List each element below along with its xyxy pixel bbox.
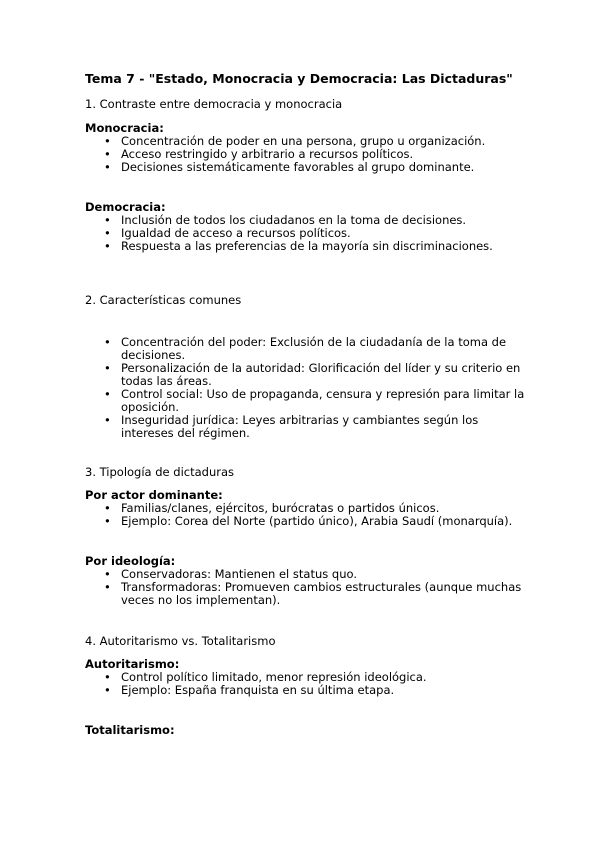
section-4-heading: 4. Autoritarismo vs. Totalitarismo bbox=[85, 634, 276, 648]
totalitarismo-heading: Totalitarismo: bbox=[85, 723, 175, 737]
caracteristicas-list bbox=[85, 336, 525, 440]
actor-dominante-heading: Por actor dominante: bbox=[85, 488, 223, 502]
section-1-heading: 1. Contraste entre democracia y monocracia bbox=[85, 97, 343, 111]
democracia-heading: Democracia: bbox=[85, 200, 166, 214]
list-item: • Control político limitado, menor represión ideológica. bbox=[121, 671, 525, 684]
list-item: • Inclusión de todos los ciudadanos en la toma de decisiones. bbox=[121, 214, 525, 227]
section-3-heading: 3. Tipología de dictaduras bbox=[85, 465, 235, 479]
list-item: • Decisiones sistemáticamente favorables al grupo dominante. bbox=[121, 161, 525, 174]
list-item: • Igualdad de acceso a recursos políticos. bbox=[121, 227, 525, 240]
document-page bbox=[85, 71, 525, 737]
section-2-heading: 2. Características comunes bbox=[85, 293, 242, 307]
list-item: • Familias/clanes, ejércitos, burócratas o partidos únicos. bbox=[121, 502, 525, 515]
list-item: • Personalización de la autoridad: Glorificación del líder y su criterio en todas las áreas. bbox=[121, 362, 525, 388]
monocracia-list bbox=[85, 135, 525, 174]
list-item: • Control social: Uso de propaganda, censura y represión para limitar la oposición. bbox=[121, 388, 525, 414]
democracia-list bbox=[85, 214, 525, 253]
list-item: • Respuesta a las preferencias de la mayoría sin discriminaciones. bbox=[121, 240, 525, 253]
list-item: • Concentración de poder en una persona, grupo u organización. bbox=[121, 135, 525, 148]
ideologia-list bbox=[85, 568, 525, 607]
list-item: • Ejemplo: Corea del Norte (partido único), Arabia Saudí (monarquía). bbox=[121, 515, 525, 528]
list-item: • Conservadoras: Mantienen el status quo. bbox=[121, 568, 525, 581]
actor-dominante-list bbox=[85, 502, 525, 528]
monocracia-heading: Monocracia: bbox=[85, 121, 164, 135]
list-item: • Acceso restringido y arbitrario a recursos políticos. bbox=[121, 148, 525, 161]
ideologia-heading: Por ideología: bbox=[85, 554, 176, 568]
list-item: • Concentración del poder: Exclusión de la ciudadanía de la toma de decisiones. bbox=[121, 336, 525, 362]
list-item: • Inseguridad jurídica: Leyes arbitrarias y cambiantes según los intereses del régimen. bbox=[121, 414, 525, 440]
autoritarismo-list bbox=[85, 671, 525, 697]
list-item: • Transformadoras: Promueven cambios estructurales (aunque muchas veces no los implementan). bbox=[121, 581, 525, 607]
list-item: • Ejemplo: España franquista en su última etapa. bbox=[121, 684, 525, 697]
document-title: Tema 7 - "Estado, Monocracia y Democracia: Las Dictaduras" bbox=[85, 71, 513, 86]
autoritarismo-heading: Autoritarismo: bbox=[85, 657, 180, 671]
